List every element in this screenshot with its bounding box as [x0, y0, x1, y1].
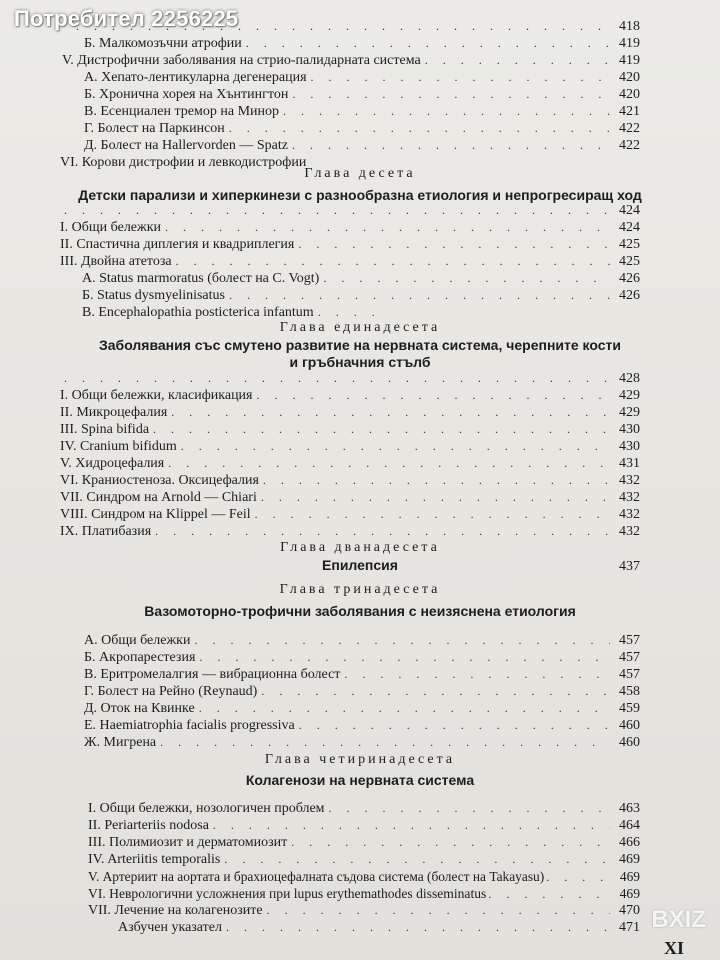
- toc-entry-label: Д. Болест на Hallervorden — Spatz: [84, 138, 288, 153]
- toc-row: [72, 18, 640, 35]
- toc-row: [88, 834, 640, 851]
- toc-entry-label: V. Дистрофични заболявания на стрио-палидарната система: [62, 53, 421, 68]
- leader-dots: [199, 649, 610, 666]
- toc-entry-label: II. Спастична диплегия и квадриплегия: [60, 237, 295, 252]
- toc-entry-label: Б. Малкомозъчни атрофии: [84, 36, 242, 51]
- toc-entry-label: VI. Неврологични усложнения при lupus erythemathodes disseminatus: [88, 886, 487, 901]
- toc-entry-label: Б. Status dysmyelinisatus: [82, 288, 225, 303]
- leader-dots: [329, 800, 610, 817]
- toc-page-number: 431: [619, 456, 640, 471]
- toc-entry-label: Д. Оток на Квинке: [84, 701, 195, 716]
- toc-entry-label: Ж. Мигрена: [84, 735, 157, 750]
- toc-entry-label: IV. Cranium bifidum: [60, 439, 177, 454]
- toc-page-number: 426: [619, 271, 640, 286]
- toc-row: [60, 387, 640, 404]
- toc-page-number: 426: [619, 288, 640, 303]
- toc-page-number: 470: [619, 903, 640, 918]
- toc-row: [62, 52, 640, 69]
- chapter-heading: Глава четиринадесета: [264, 752, 456, 767]
- toc-page-number: 422: [619, 138, 640, 153]
- toc-page-number: 420: [619, 70, 640, 85]
- toc-entry-label: Г. Болест на Рейно (Reynaud): [84, 684, 258, 699]
- toc-page-number: 432: [619, 490, 640, 505]
- toc-row: [88, 817, 640, 834]
- toc-entry-label: VI. Краниостеноза. Оксицефалия: [60, 473, 259, 488]
- toc-row: [84, 103, 640, 120]
- toc-page-number: 429: [619, 388, 640, 403]
- toc-entry-label: В. Encephalopathia posticterica infantum: [82, 305, 314, 320]
- toc-entry-label: VI. Корови дистрофии и левкодистрофии: [60, 155, 307, 170]
- leader-dots: [311, 69, 610, 86]
- toc-row: [84, 734, 640, 751]
- leader-dots: [257, 387, 611, 404]
- toc-entry-label: IX. Платибазия: [60, 524, 152, 539]
- leader-dots: [155, 523, 610, 540]
- leader-dots: [323, 270, 610, 287]
- leader-dots: [229, 287, 610, 304]
- toc-page-number: 437: [619, 559, 640, 574]
- leader-dots: [165, 219, 610, 236]
- toc-row: [82, 270, 640, 287]
- leader-dots: [261, 489, 610, 506]
- page-number: XI: [663, 938, 684, 958]
- leader-dots: [171, 404, 610, 421]
- toc-page-number: 424: [619, 220, 640, 235]
- leader-dots: [267, 902, 610, 919]
- toc-page-number: 422: [619, 121, 640, 136]
- toc-entry-label: V. Хидроцефалия: [60, 456, 165, 471]
- toc-row: [600, 558, 640, 575]
- leader-dots: [229, 120, 610, 137]
- toc-entry-label: Азбучен указател: [118, 920, 222, 935]
- chapter-title: Детски парализи и хиперкинези с разнообразна етиология и непрогресиращ ход: [78, 187, 642, 203]
- toc-row: [84, 632, 640, 649]
- toc-page-number: 460: [619, 735, 640, 750]
- toc-entry-label: VII. Лечение на колагенозите: [88, 903, 263, 918]
- toc-row: [88, 902, 640, 919]
- leader-dots: [76, 18, 610, 35]
- toc-row: [60, 253, 640, 270]
- toc-entry-label: Б. Акропарестезия: [84, 650, 196, 665]
- leader-dots: [213, 817, 610, 834]
- toc-row: [60, 404, 640, 421]
- toc-page-number: 463: [619, 801, 640, 816]
- toc-page-number: 469: [619, 886, 640, 901]
- toc-row: [84, 683, 640, 700]
- toc-row: [88, 851, 640, 868]
- toc-row: [84, 137, 640, 154]
- toc-entry-label: В. Еритромелалгия — вибрационна болест: [84, 667, 341, 682]
- leader-dots: [168, 455, 610, 472]
- leader-dots: [263, 472, 610, 489]
- leader-dots: [344, 666, 610, 683]
- toc-page-number: 424: [619, 203, 640, 218]
- toc-page-number: 429: [619, 405, 640, 420]
- toc-entry-label: I. Общи бележки, нозологичен проблем: [88, 801, 325, 816]
- toc-row: [84, 69, 640, 86]
- chapter-heading: Глава дванадесета: [280, 540, 440, 555]
- leader-dots: [246, 35, 610, 52]
- toc-row: [60, 489, 640, 506]
- toc-page-number: 466: [619, 835, 640, 850]
- toc-entry-label: I. Общи бележки, класификация: [60, 388, 253, 403]
- toc-entry-label: III. Полимиозит и дерматомиозит: [88, 835, 288, 850]
- chapter-heading: Глава единадесета: [279, 320, 441, 335]
- toc-entry-label: Б. Хронична хорея на Хънтингтон: [84, 87, 289, 102]
- toc-row: [84, 86, 640, 103]
- toc-page-number: 425: [619, 237, 640, 252]
- toc-page-number: 457: [619, 650, 640, 665]
- chapter-title: Епилепсия: [322, 557, 398, 573]
- leader-dots: [318, 304, 378, 321]
- toc-entry-label: В. Есенциален тремор на Минор: [84, 104, 279, 119]
- toc-entry-label: А. Хепато-лентикуларна дегенерация: [84, 70, 307, 85]
- toc-page-number: 418: [619, 19, 640, 34]
- leader-dots: [199, 700, 610, 717]
- toc-row: [88, 800, 640, 817]
- toc-row: [60, 421, 640, 438]
- toc-page-number: 469: [619, 852, 640, 867]
- toc-page-number: 471: [619, 920, 640, 935]
- toc-row: [60, 523, 640, 540]
- leader-dots: [176, 253, 610, 270]
- leader-dots: [292, 137, 610, 154]
- toc-page-number: 458: [619, 684, 640, 699]
- toc-row: [88, 885, 640, 902]
- toc-entry-label: Г. Болест на Паркинсон: [84, 121, 225, 136]
- chapter-title: Вазомоторно-трофични заболявания с неизяснена етиология: [144, 603, 576, 619]
- toc-entry-label: VIII. Синдром на Klippel — Feil: [60, 507, 251, 522]
- leader-dots: [298, 236, 610, 253]
- toc-page-number: 469: [619, 869, 640, 884]
- toc-row: [84, 717, 640, 734]
- leader-dots: [64, 370, 610, 387]
- leader-dots: [299, 717, 610, 734]
- toc-row: [60, 202, 640, 219]
- leader-dots: [292, 86, 610, 103]
- chapter-title-line-2: и гръбначния стълб: [289, 354, 431, 370]
- toc-row: [84, 120, 640, 137]
- toc-row: [84, 700, 640, 717]
- toc-page-number: 419: [619, 53, 640, 68]
- leader-dots: [291, 834, 610, 851]
- toc-entry-label: V. Артериит на аортата и брахиоцефалната съдова система (болест на Takayasu): [88, 869, 545, 884]
- toc-page-number: 457: [619, 667, 640, 682]
- toc-row: [60, 219, 640, 236]
- toc-entry-label: II. Periarteriis nodosa: [88, 818, 209, 833]
- toc-page-number: 428: [619, 371, 640, 386]
- toc-entry-label: А. Status marmoratus (болест на C. Vogt): [82, 271, 320, 286]
- toc-page-number: 432: [619, 507, 640, 522]
- toc-page-number: 432: [619, 473, 640, 488]
- toc-page-number: 421: [619, 104, 640, 119]
- leader-dots: [226, 919, 610, 936]
- chapter-heading: Глава десета: [304, 166, 416, 181]
- toc-row: [60, 455, 640, 472]
- toc-page-number: 457: [619, 633, 640, 648]
- toc-row: [82, 287, 640, 304]
- toc-row: [60, 370, 640, 387]
- toc-row: [88, 868, 640, 885]
- toc-row: [60, 236, 640, 253]
- leader-dots: [153, 421, 610, 438]
- toc-entry-label: Е. Haemiatrophia facialis progressiva: [84, 718, 295, 733]
- toc-entry-label: IV. Arteriitis temporalis: [88, 852, 221, 867]
- site-logo: BXIZ: [651, 906, 706, 933]
- toc-page-number: 460: [619, 718, 640, 733]
- leader-dots: [546, 869, 612, 886]
- user-watermark: Потребител 2256225: [14, 6, 239, 31]
- toc-entry-label: VII. Синдром на Arnold — Chiari: [60, 490, 257, 505]
- toc-page-number: 430: [619, 422, 640, 437]
- chapter-title-line-1: Заболявания със смутено развитие на нервната система, черепните кости: [99, 337, 621, 353]
- toc-page-number: 464: [619, 818, 640, 833]
- leader-dots: [64, 202, 610, 219]
- chapter-heading: Глава тринадесета: [279, 582, 441, 597]
- toc-entry-label: А. Общи бележки: [84, 633, 191, 648]
- toc-page-number: 425: [619, 254, 640, 269]
- toc-page-number: 420: [619, 87, 640, 102]
- toc-row: [84, 35, 640, 52]
- toc-entry-label: II. Микроцефалия: [60, 405, 168, 420]
- toc-row: [84, 649, 640, 666]
- toc-row: [82, 304, 382, 321]
- toc-entry-label: I. Общи бележки: [60, 220, 161, 235]
- toc-row: [118, 919, 640, 936]
- leader-dots: [224, 851, 610, 868]
- toc-row: [60, 506, 640, 523]
- toc-page-number: 419: [619, 36, 640, 51]
- chapter-title: Колагенози на нервната система: [245, 772, 475, 788]
- toc-entry-label: III. Двойна атетоза: [60, 254, 172, 269]
- toc-entry-label: III. Spina bifida: [60, 422, 150, 437]
- leader-dots: [488, 886, 612, 903]
- toc-row: [60, 438, 640, 455]
- leader-dots: [261, 683, 610, 700]
- toc-row: [84, 666, 640, 683]
- leader-dots: [255, 506, 610, 523]
- toc-row: [60, 472, 640, 489]
- leader-dots: [160, 734, 610, 751]
- leader-dots: [425, 52, 610, 69]
- toc-page-number: 459: [619, 701, 640, 716]
- leader-dots: [283, 103, 610, 120]
- leader-dots: [194, 632, 610, 649]
- leader-dots: [181, 438, 610, 455]
- toc-page-number: 430: [619, 439, 640, 454]
- toc-page-number: 432: [619, 524, 640, 539]
